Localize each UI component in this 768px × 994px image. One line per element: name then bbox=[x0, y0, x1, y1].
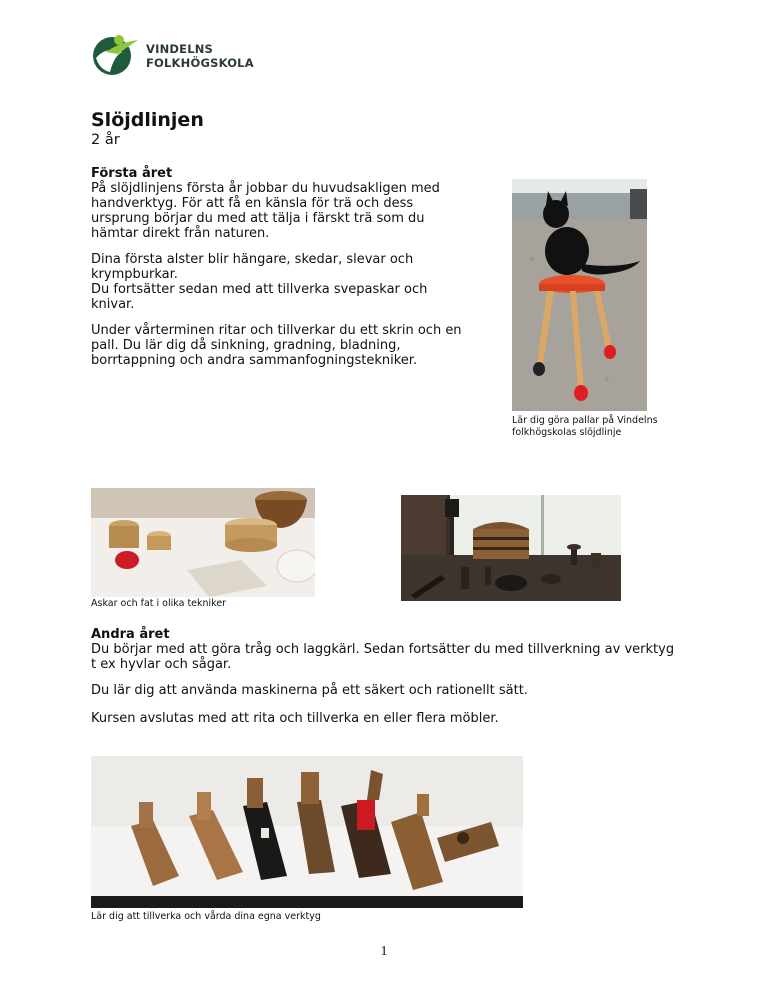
text-line: pall. Du lär dig då sinkning, gradning, bladning, bbox=[91, 338, 401, 353]
text-line: knivar. bbox=[91, 297, 135, 312]
text-line: t ex hyvlar och sågar. bbox=[91, 657, 232, 672]
planes-photo-caption: Lär dig att tillverka och vårda dina egna verktyg bbox=[91, 911, 321, 922]
page-number: 1 bbox=[380, 944, 388, 959]
text-line: ursprung börjar du med att tälja i färskt trä som du bbox=[91, 211, 425, 226]
text-line: krympburkar. bbox=[91, 267, 178, 282]
text-line: borrtappning och andra sammanfogningstekniker. bbox=[91, 353, 418, 368]
logo-line-2: FOLKHÖGSKOLA bbox=[146, 56, 254, 70]
year2-paragraph-2: Du lär dig att använda maskinerna på ett säkert och rationellt sätt. bbox=[91, 683, 528, 698]
stool-photo-caption bbox=[512, 415, 658, 439]
text-line: hämtar direkt från naturen. bbox=[91, 226, 270, 241]
duration-subtitle: 2 år bbox=[91, 132, 120, 148]
boxes-and-bowls-photo bbox=[91, 488, 315, 597]
stool-with-cat-photo bbox=[512, 179, 647, 411]
text-line: På slöjdlinjens första år jobbar du huvudsakligen med bbox=[91, 181, 440, 196]
wooden-planes-photo bbox=[91, 756, 523, 908]
caption-line: Lär dig göra pallar på Vindelns bbox=[512, 415, 658, 426]
year1-paragraph-2 bbox=[91, 252, 427, 312]
boxes-photo-caption: Askar och fat i olika tekniker bbox=[91, 598, 227, 609]
year2-heading: Andra året bbox=[91, 627, 170, 642]
text-line: Dina första alster blir hängare, skedar, slevar och bbox=[91, 252, 414, 267]
text-line: Under vårterminen ritar och tillverkar du ett skrin och en bbox=[91, 323, 462, 338]
text-line: Du fortsätter sedan med att tillverka svepaskar och bbox=[91, 282, 428, 297]
text-line: Du börjar med att göra tråg och laggkärl. Sedan fortsätter du med tillverkning av verktyg bbox=[91, 642, 675, 657]
logo-emblem-icon bbox=[92, 32, 140, 76]
year1-paragraph-1 bbox=[91, 181, 440, 241]
caption-line: folkhögskolas slöjdlinje bbox=[512, 427, 622, 438]
year2-paragraph-3: Kursen avslutas med att rita och tillverka en eller flera möbler. bbox=[91, 711, 499, 726]
logo-wordmark bbox=[146, 42, 254, 70]
text-line: handverktyg. För att få en känsla för trä och dess bbox=[91, 196, 414, 211]
logo-line-1: VINDELNS bbox=[146, 42, 214, 56]
school-logo bbox=[92, 32, 262, 78]
chest-and-turned-items-photo bbox=[401, 495, 621, 601]
year1-heading: Första året bbox=[91, 166, 173, 181]
year1-paragraph-3 bbox=[91, 323, 462, 368]
page-title: Slöjdlinjen bbox=[91, 109, 204, 131]
year2-paragraph-1 bbox=[91, 642, 674, 672]
